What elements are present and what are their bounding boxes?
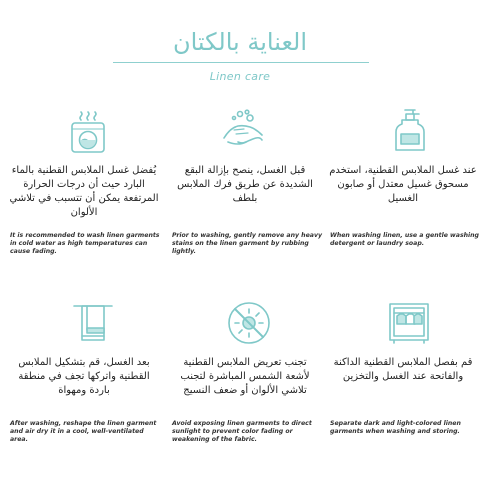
towel-rack-icon (70, 300, 116, 346)
card-text-english: After washing, reshape the linen garment and air dry it in a cool, well-ventilated area. (10, 420, 157, 443)
card-text-english: Avoid exposing linen garments to direct sunlight to prevent color fading or weakening of the fabric. (172, 420, 312, 443)
card-text-arabic: قم بفصل الملابس القطنية الداكنة والفاتحة عند الغسل والتخزين (333, 357, 473, 382)
no-sun-icon (226, 300, 272, 346)
card-text-english: It is recommended to wash linen garments in cold water as high temperatures can cause fading. (10, 232, 160, 255)
card-text-arabic: يُفضل غسل الملابس القطنية بالماء البارد حيث أن درجات الحرارة المرتفعة يمكن أن تتسبب في تلاشي الألوان (9, 165, 159, 218)
title-divider (113, 62, 369, 63)
card-text-arabic: بعد الغسل، قم بتشكيل الملابس القطنية واتركها تجف في منطقة باردة ومهواة (18, 357, 150, 396)
card-text-arabic: قبل الغسل، ينصح بإزالة البقع الشديدة عن طريق فرك الملابس بلطف (177, 165, 313, 204)
card-text-arabic: عند غسل الملابس القطنية، استخدم مسحوق غسيل معتدل أو صابون الغسيل (329, 165, 477, 204)
hands-washing-icon (220, 108, 266, 154)
page-title-english: Linen care (209, 70, 271, 83)
card-text-english: When washing linen, use a gentle washing detergent or laundry soap. (330, 232, 479, 247)
washing-machine-icon (65, 108, 111, 154)
detergent-bottle-icon (386, 108, 432, 154)
wardrobe-icon (386, 300, 432, 346)
card-text-english: Prior to washing, gently remove any heavy stains on the linen garment by rubbing lightly. (172, 232, 323, 255)
page-title-arabic: العناية بالكتان (172, 28, 308, 56)
card-text-arabic: تجنب تعريض الملابس القطنية لأشعة الشمس المباشرة لتجنب تلاشي الألوان أو ضعف النسيج (180, 357, 310, 396)
card-text-english: Separate dark and light-colored linen garments when washing and storing. (330, 420, 461, 435)
